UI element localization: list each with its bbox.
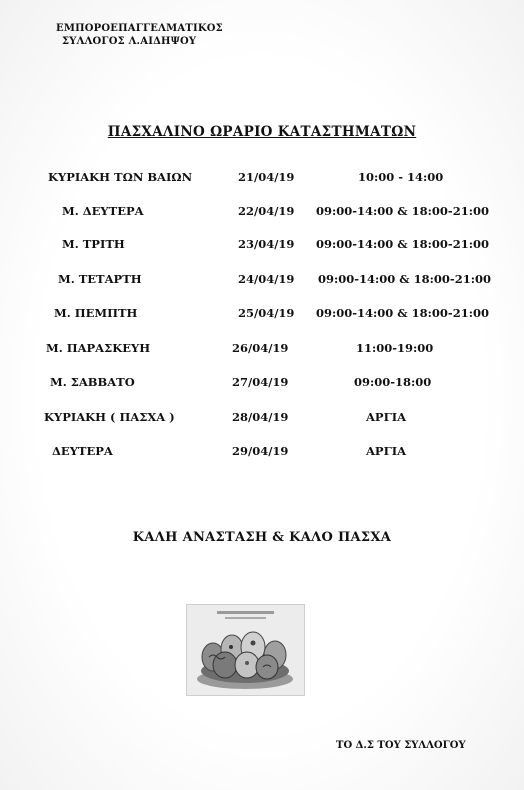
schedule-day: Μ. ΠΕΜΠΤΗ xyxy=(54,306,138,320)
page-title: ΠΑΣΧΑΛΙΝΟ ΩΡΑΡΙΟ ΚΑΤΑΣΤΗΜΑΤΩΝ xyxy=(107,124,417,140)
schedule-day: Μ. ΣΑΒΒΑΤΟ xyxy=(50,375,135,389)
schedule-row xyxy=(0,375,524,395)
organization-line-2: ΣΥΛΛΟΓΟΣ Λ.ΑΙΔΗΨΟΥ xyxy=(62,36,197,47)
schedule-date: 27/04/19 xyxy=(232,375,289,389)
schedule-row xyxy=(0,170,524,190)
schedule-hours: 09:00-14:00 & 18:00-21:00 xyxy=(316,306,489,320)
schedule-date: 28/04/19 xyxy=(232,410,289,424)
schedule-row xyxy=(0,272,524,292)
schedule-day: Μ. ΤΕΤΑΡΤΗ xyxy=(58,272,142,286)
schedule-hours: 09:00-14:00 & 18:00-21:00 xyxy=(316,204,489,218)
schedule-row xyxy=(0,306,524,326)
schedule-hours: ΑΡΓΙΑ xyxy=(366,444,407,458)
schedule-date: 24/04/19 xyxy=(238,272,295,286)
schedule-row xyxy=(0,410,524,430)
easter-eggs-illustration xyxy=(187,605,304,695)
signature: ΤΟ Δ.Σ ΤΟΥ ΣΥΛΛΟΓΟΥ xyxy=(336,740,466,751)
schedule-day: ΔΕΥΤΕΡΑ xyxy=(52,444,113,458)
organization-header xyxy=(56,22,223,48)
schedule-date: 26/04/19 xyxy=(232,341,289,355)
schedule-hours: 11:00-19:00 xyxy=(356,341,434,355)
schedule-day: Μ. ΔΕΥΤΕΡΑ xyxy=(62,204,144,218)
schedule-day: ΚΥΡΙΑΚΗ ΤΩΝ ΒΑΙΩΝ xyxy=(48,170,193,184)
schedule-row xyxy=(0,204,524,224)
easter-greeting: ΚΑΛΗ ΑΝΑΣΤΑΣΗ & ΚΑΛΟ ΠΑΣΧΑ xyxy=(132,530,392,545)
schedule-row xyxy=(0,237,524,257)
schedule-hours: 09:00-14:00 & 18:00-21:00 xyxy=(316,237,489,251)
schedule-day: Μ. ΤΡΙΤΗ xyxy=(62,237,125,251)
schedule-date: 22/04/19 xyxy=(238,204,295,218)
schedule-date: 25/04/19 xyxy=(238,306,295,320)
schedule-hours: 10:00 - 14:00 xyxy=(358,170,444,184)
schedule-row xyxy=(0,444,524,464)
schedule-row xyxy=(0,341,524,361)
schedule-date: 21/04/19 xyxy=(238,170,295,184)
schedule-hours: 09:00-18:00 xyxy=(354,375,432,389)
schedule-day: Μ. ΠΑΡΑΣΚΕΥΗ xyxy=(46,341,151,355)
schedule-date: 23/04/19 xyxy=(238,237,295,251)
schedule-hours: 09:00-14:00 & 18:00-21:00 xyxy=(318,272,491,286)
easter-eggs-image xyxy=(186,604,305,696)
schedule-date: 29/04/19 xyxy=(232,444,289,458)
schedule-day: ΚΥΡΙΑΚΗ ( ΠΑΣΧΑ ) xyxy=(44,410,175,424)
schedule-hours: ΑΡΓΙΑ xyxy=(366,410,407,424)
organization-line-1: ΕΜΠΟΡΟΕΠΑΓΓΕΛΜΑΤΙΚΟΣ xyxy=(56,23,223,34)
